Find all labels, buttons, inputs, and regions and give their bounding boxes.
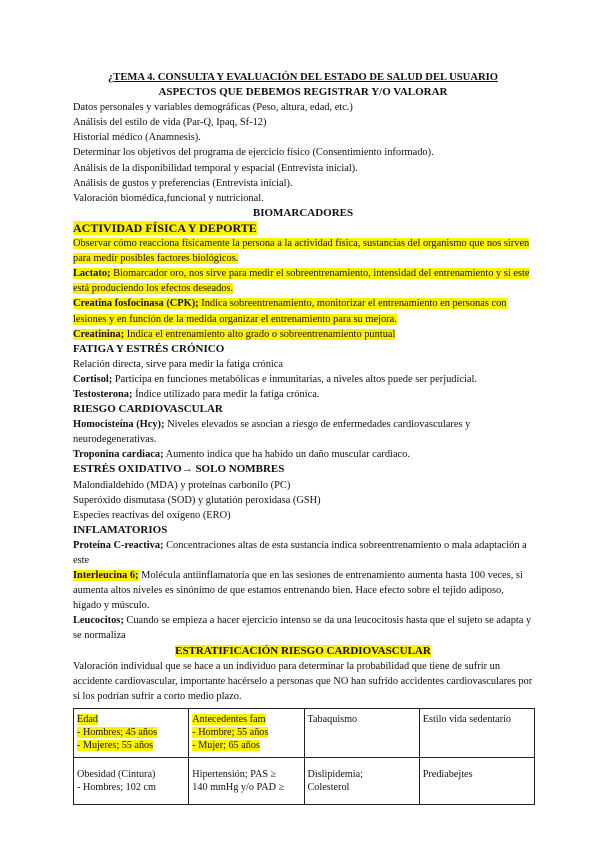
fatiga-heading: FATIGA Y ESTRÉS CRÓNICO [73,342,225,355]
edad-mujeres: - Mujeres; 55 años [77,739,154,751]
estratificacion-heading-text: ESTRATIFICACIÓN RIESGO CARDIOVASCULAR [175,644,431,657]
pcr-text: Concentraciones altas de esta sustancia indica sobreentrenamiento o mala adaptación a este [73,539,527,566]
obesidad-cell [74,757,189,804]
il6-entry [73,568,533,613]
biomarcadores-heading: BIOMARCADORES [252,206,354,219]
actividad-heading-text: ACTIVIDAD FÍSICA Y DEPORTE [73,220,257,235]
oxidativo-item: Malondialdehído (MDA) y proteínas carbonilo (PC) [73,479,291,491]
fatiga-line: Relación directa, sirve para medir la fatiga crónica [73,358,284,370]
homocisteina-entry [73,417,533,447]
hipertension-line1: Hipertensión; PAS ≥ [192,768,277,780]
lactato-term: Lactato; [73,268,111,280]
troponina-entry [73,447,533,462]
dislipidemia-cell [304,757,419,804]
prediabetes-cell: Prediabejtes [419,757,534,804]
il6-text: Molécula antiinflamatoria que en las sesiones de entrenamiento aumenta hasta 100 veces, si aumenta altos niveles es sinónimo de que estamos entrenando bien. Hace efecto sobre el tejido adiposo, hígado y músculo. [73,570,523,612]
risk-factors-table [73,708,535,805]
leucocitos-term: Leucocitos; [73,615,124,627]
edad-label: Edad [77,713,98,725]
homocisteina-term: Homocisteína (Hcy); [73,419,165,431]
page-title: ¿TEMA 4. CONSULTA Y EVALUACIÓN DEL ESTADO DE SALUD DEL USUARIO [108,72,498,83]
aspectos-item: Determinar los objetivos del programa de ejercicio físico (Consentimiento informado). [73,147,434,159]
antecedentes-hombre: - Hombre; 55 años [192,726,269,738]
obesidad-hombres: - Hombres; 102 cm [77,781,156,793]
edad-hombres: - Hombres; 45 años [77,726,158,738]
cortisol-term: Cortisol; [73,373,113,385]
pcr-entry [73,538,533,568]
oxidativo-item: Especies reactivas del oxígeno (ERO) [73,509,231,521]
cortisol-text: Participa en funciones metabólicas e inmunitarias, a niveles altos puede ser perjudicial. [112,373,477,385]
antecedentes-label: Antecedentes fam [192,713,266,725]
oxidativo-item: Superóxido dismutasa (SOD) y glutatión peroxidasa (GSH) [73,494,321,506]
cpk-entry [73,296,533,326]
pcr-term: Proteína C-reactiva; [73,539,164,551]
aspectos-item: Análisis de gustos y preferencias (Entrevista inicial). [73,177,293,189]
cortisol-entry [73,372,533,387]
estratificacion-intro: Valoración individual que se hace a un individuo para determinar la probabilidad que tiene de sufrir un accidente cardiovascular, importante hacérselo a personas que NO han sufrido accidentes cardiovasculares por si los podrían sufrir a corto medio plazo. [73,660,533,702]
antecedentes-mujer: - Mujer; 65 años [192,739,260,751]
aspectos-item: Análisis de la disponibilidad temporal y espacial (Entrevista inicial). [73,162,358,174]
dislipidemia-colesterol: Colesterol [307,781,350,793]
hipertension-cell [189,757,304,804]
troponina-text: Aumento indica que ha habido un daño muscular cardiaco. [163,449,410,461]
testosterona-term: Testosterona; [73,388,133,400]
sedentario-cell: Estilo vida sedentario [419,708,534,757]
il6-term: Interleucina 6; [73,570,139,582]
dislipidemia-label: Dislipidemia; [307,768,363,780]
table-row [74,708,535,757]
table-row [74,757,535,804]
obesidad-label: Obesidad (Cintura) [77,768,156,780]
creatinina-text: Indica el entrenamiento alto grado o sobreentrenamiento puntual [124,328,396,340]
estratificacion-heading [73,644,533,659]
actividad-intro [73,236,533,266]
document-content [73,70,533,805]
creatinina-term: Creatinina; [73,328,125,340]
testosterona-text: Índice utilizado para medir la fatiga crónica. [132,388,320,400]
aspectos-heading: ASPECTOS QUE DEBEMOS REGISTRAR Y/O VALORAR [158,86,448,99]
leucocitos-text: Cuando se empieza a hacer ejercicio intenso se da una leucocitosis hasta que el sujeto se adapta y se normaliza [73,615,532,642]
cpk-text: Indica sobreentrenamiento, monitorizar el entrenamiento en personas con lesiones y en función de la medida organizar el entrenamiento para su mejora. [73,298,507,325]
aspectos-item: Historial médico (Anamnesis). [73,132,201,144]
lactato-text: Biomarcador oro, nos sirve para medir el sobreentrenamiento, intensidad del entrenamiento y si este está produciendo los efectos deseados. [73,268,530,295]
leucocitos-entry [73,613,533,643]
riesgo-heading: RIESGO CARDIOVASCULAR [73,403,223,416]
troponina-term: Troponina cardiaca; [73,449,164,461]
antecedentes-cell [189,708,304,757]
lactato-entry [73,266,533,296]
hipertension-line2: 140 mmHg y/o PAD ≥ [192,781,285,793]
actividad-intro-text: Observar cómo reacciona físicamente la persona a la actividad física, sustancias del organismo que nos sirven para medir posibles factores biológicos. [73,238,530,265]
inflamatorios-heading: INFLAMATORIOS [73,523,168,536]
actividad-heading [73,221,533,236]
aspectos-item: Datos personales y variables demográficas (Peso, altura, edad, etc.) [73,102,353,114]
aspectos-item: Análisis del estilo de vida (Par-Q, Ipaq, Sf-12) [73,117,267,129]
cpk-term: Creatina fosfocinasa (CPK); [73,298,199,310]
edad-cell [74,708,189,757]
aspectos-item: Valoración biomédica,funcional y nutricional. [73,192,264,204]
testosterona-entry [73,387,533,402]
homocisteina-text: Niveles elevados se asocian a riesgo de enfermedades cardiovasculares y neurodegenerativas. [73,419,471,446]
creatinina-entry [73,327,533,342]
tabaquismo-cell: Tabaquismo [304,708,419,757]
oxidativo-heading: ESTRÉS OXIDATIVO→ SOLO NOMBRES [73,463,285,476]
